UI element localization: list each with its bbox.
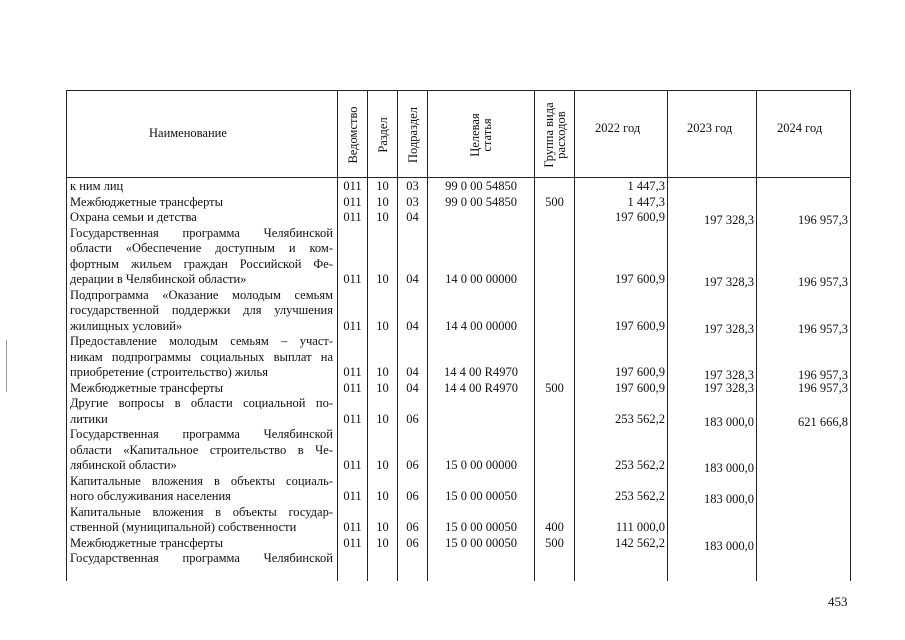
cell-name-line: Межбюджетные трансферты [70, 194, 224, 209]
header-2024-cell [757, 91, 850, 178]
header-gruppa: Группа вида расходов [541, 101, 568, 168]
cell-vedomstvo: 011 [343, 365, 362, 379]
cell-tselevaya: 14 0 00 00000 [445, 272, 517, 286]
header-name-cell [67, 91, 338, 178]
header-vedomstvo: Ведомство [345, 105, 360, 164]
cell-name [70, 551, 333, 567]
cell-name [70, 288, 333, 335]
cell-2023: 197 328,3 [704, 380, 754, 395]
cell-tselevaya: 15 0 00 00050 [445, 535, 517, 550]
cell-2024: 196 957,3 [798, 213, 848, 227]
cell-vedomstvo: 011 [343, 318, 362, 333]
cell-vedomstvo: 011 [343, 458, 362, 472]
cell-name [70, 226, 333, 288]
cell-podrazdel: 04 [406, 380, 419, 395]
cell-name-line: Предоставление молодым семьям – участ- [70, 334, 333, 348]
cell-name-line: дерации в Челябинской области» [70, 272, 247, 286]
cell-2023: 183 000,0 [704, 492, 754, 506]
cell-razdel: 10 [376, 380, 389, 395]
cell-2024: 196 957,3 [798, 368, 848, 382]
cell-tselevaya: 15 0 00 00050 [445, 489, 517, 503]
cell-tselevaya: 99 0 00 54850 [445, 194, 517, 209]
cell-name-line: Подпрограмма «Оказание молодым семьям [70, 287, 333, 302]
cell-razdel: 10 [376, 194, 389, 209]
cell-podrazdel: 06 [406, 458, 419, 472]
cell-name-line: Капитальные вложения в объекты социаль- [70, 473, 333, 488]
header-tselevaya-cell [428, 91, 535, 178]
cell-razdel: 10 [376, 179, 389, 193]
header-gruppa-cell [535, 91, 575, 178]
header-2023: 2023 год [687, 121, 733, 135]
cell-2022: 1 447,3 [627, 179, 665, 193]
cell-2022: 1 447,3 [627, 194, 665, 209]
cell-name [70, 195, 333, 211]
cell-vedomstvo: 011 [343, 411, 362, 426]
cell-name-line: фортным жильем граждан Российской Фе- [70, 256, 333, 271]
cell-name-line: ного обслуживания населения [70, 489, 231, 503]
header-2024: 2024 год [777, 121, 823, 135]
cell-podrazdel: 03 [406, 194, 419, 209]
cell-gruppa: 500 [545, 194, 564, 209]
cell-2023: 183 000,0 [704, 461, 754, 475]
cell-name [70, 381, 333, 397]
header-2023-cell [668, 91, 757, 178]
cell-tselevaya: 15 0 00 00050 [445, 520, 517, 534]
cell-razdel: 10 [376, 535, 389, 550]
cell-name-line: жилищных условий» [70, 318, 183, 333]
cell-name-line: литики [70, 411, 108, 426]
cell-podrazdel: 06 [406, 411, 419, 426]
cell-tselevaya: 15 0 00 00000 [445, 458, 517, 472]
cell-2023: 197 328,3 [704, 321, 754, 336]
cell-name-line: Межбюджетные трансферты [70, 380, 224, 395]
cell-name-line: Межбюджетные трансферты [70, 535, 224, 550]
cell-name-line: Государственная программа Челябинской [70, 225, 333, 240]
cell-vedomstvo: 011 [343, 272, 362, 286]
cell-podrazdel: 06 [406, 535, 419, 550]
cell-vedomstvo: 011 [343, 210, 362, 224]
cell-2024: 196 957,3 [798, 380, 848, 395]
cell-tselevaya: 14 4 00 00000 [445, 318, 517, 333]
cell-name [70, 536, 333, 552]
cell-name [70, 427, 333, 474]
cell-2022: 197 600,9 [615, 380, 665, 395]
cell-podrazdel: 04 [406, 318, 419, 333]
cell-razdel: 10 [376, 272, 389, 286]
cell-name-line: Охрана семьи и детства [70, 210, 197, 224]
cell-name-line: Государственная программа Челябинской [70, 427, 333, 441]
header-2022: 2022 год [595, 121, 641, 135]
cell-2023: 197 328,3 [704, 368, 754, 382]
cell-razdel: 10 [376, 318, 389, 333]
header-vedomstvo-cell [338, 91, 368, 178]
header-podrazdel: Подраздел [405, 106, 420, 163]
cell-podrazdel: 04 [406, 365, 419, 379]
cell-vedomstvo: 011 [343, 194, 362, 209]
cell-gruppa: 500 [545, 380, 564, 395]
cell-podrazdel: 04 [406, 272, 419, 286]
cell-razdel: 10 [376, 411, 389, 426]
cell-podrazdel: 06 [406, 489, 419, 503]
header-name: Наименование [149, 126, 227, 140]
page-number: 453 [828, 594, 848, 609]
cell-2022: 197 600,9 [615, 318, 665, 333]
cell-name [70, 396, 333, 427]
cell-podrazdel: 04 [406, 210, 419, 224]
cell-2023: 197 328,3 [704, 213, 754, 227]
header-razdel-cell [368, 91, 398, 178]
cell-vedomstvo: 011 [343, 179, 362, 193]
cell-2022: 253 562,2 [615, 411, 665, 426]
cell-name [70, 505, 333, 536]
header-2022-cell [575, 91, 668, 178]
cell-2022: 142 562,2 [615, 535, 665, 550]
cell-name-line: государственной поддержки для улучшения [70, 303, 333, 317]
cell-name-line: Государственная программа Челябинской [70, 551, 333, 565]
cell-2024: 621 666,8 [798, 414, 848, 429]
cell-2022: 253 562,2 [615, 489, 665, 503]
cell-2022: 253 562,2 [615, 458, 665, 472]
header-tselevaya: Целевая статья [468, 112, 494, 157]
cell-name-line: области «Капитальное строительство в Че- [70, 442, 333, 457]
header-podrazdel-cell [398, 91, 428, 178]
cell-2022: 197 600,9 [615, 365, 665, 379]
cell-2023: 183 000,0 [704, 538, 754, 553]
cell-name [70, 210, 333, 226]
cell-2023: 183 000,0 [704, 414, 754, 429]
cell-vedomstvo: 011 [343, 489, 362, 503]
cell-name-line: никам подпрограммы социальных выплат на [70, 349, 333, 364]
table-body [66, 177, 851, 581]
margin-line [6, 340, 7, 392]
cell-tselevaya: 14 4 00 R4970 [444, 380, 518, 395]
cell-name-line: ственной (муниципальной) собственности [70, 520, 297, 534]
cell-2022: 197 600,9 [615, 272, 665, 286]
cell-2024: 196 957,3 [798, 321, 848, 336]
cell-tselevaya: 99 0 00 54850 [445, 179, 517, 193]
cell-name-line: области «Обеспечение доступным и ком- [70, 241, 333, 255]
cell-name [70, 334, 333, 381]
table-header [66, 90, 851, 178]
cell-name [70, 179, 333, 195]
cell-razdel: 10 [376, 489, 389, 503]
cell-name-line: приобретение (строительство) жилья [70, 365, 268, 379]
cell-vedomstvo: 011 [343, 380, 362, 395]
cell-name-line: Другие вопросы в области социальной по- [70, 396, 333, 410]
cell-2024: 196 957,3 [798, 275, 848, 289]
cell-2022: 111 000,0 [615, 520, 665, 534]
cell-razdel: 10 [376, 458, 389, 472]
cell-tselevaya: 14 4 00 R4970 [444, 365, 518, 379]
cell-podrazdel: 06 [406, 520, 419, 534]
cell-name-line: Капитальные вложения в объекты государ- [70, 504, 333, 519]
cell-vedomstvo: 011 [343, 520, 362, 534]
cell-razdel: 10 [376, 365, 389, 379]
cell-name-line: лябинской области» [70, 458, 177, 472]
cell-razdel: 10 [376, 520, 389, 534]
cell-gruppa: 400 [545, 520, 564, 534]
cell-name-line: к ним лиц [70, 179, 124, 193]
cell-name [70, 474, 333, 505]
cell-2023: 197 328,3 [704, 275, 754, 289]
cell-podrazdel: 03 [406, 179, 419, 193]
cell-2022: 197 600,9 [615, 210, 665, 224]
cell-gruppa: 500 [545, 535, 564, 550]
cell-vedomstvo: 011 [343, 535, 362, 550]
header-razdel: Раздел [375, 116, 390, 153]
cell-razdel: 10 [376, 210, 389, 224]
